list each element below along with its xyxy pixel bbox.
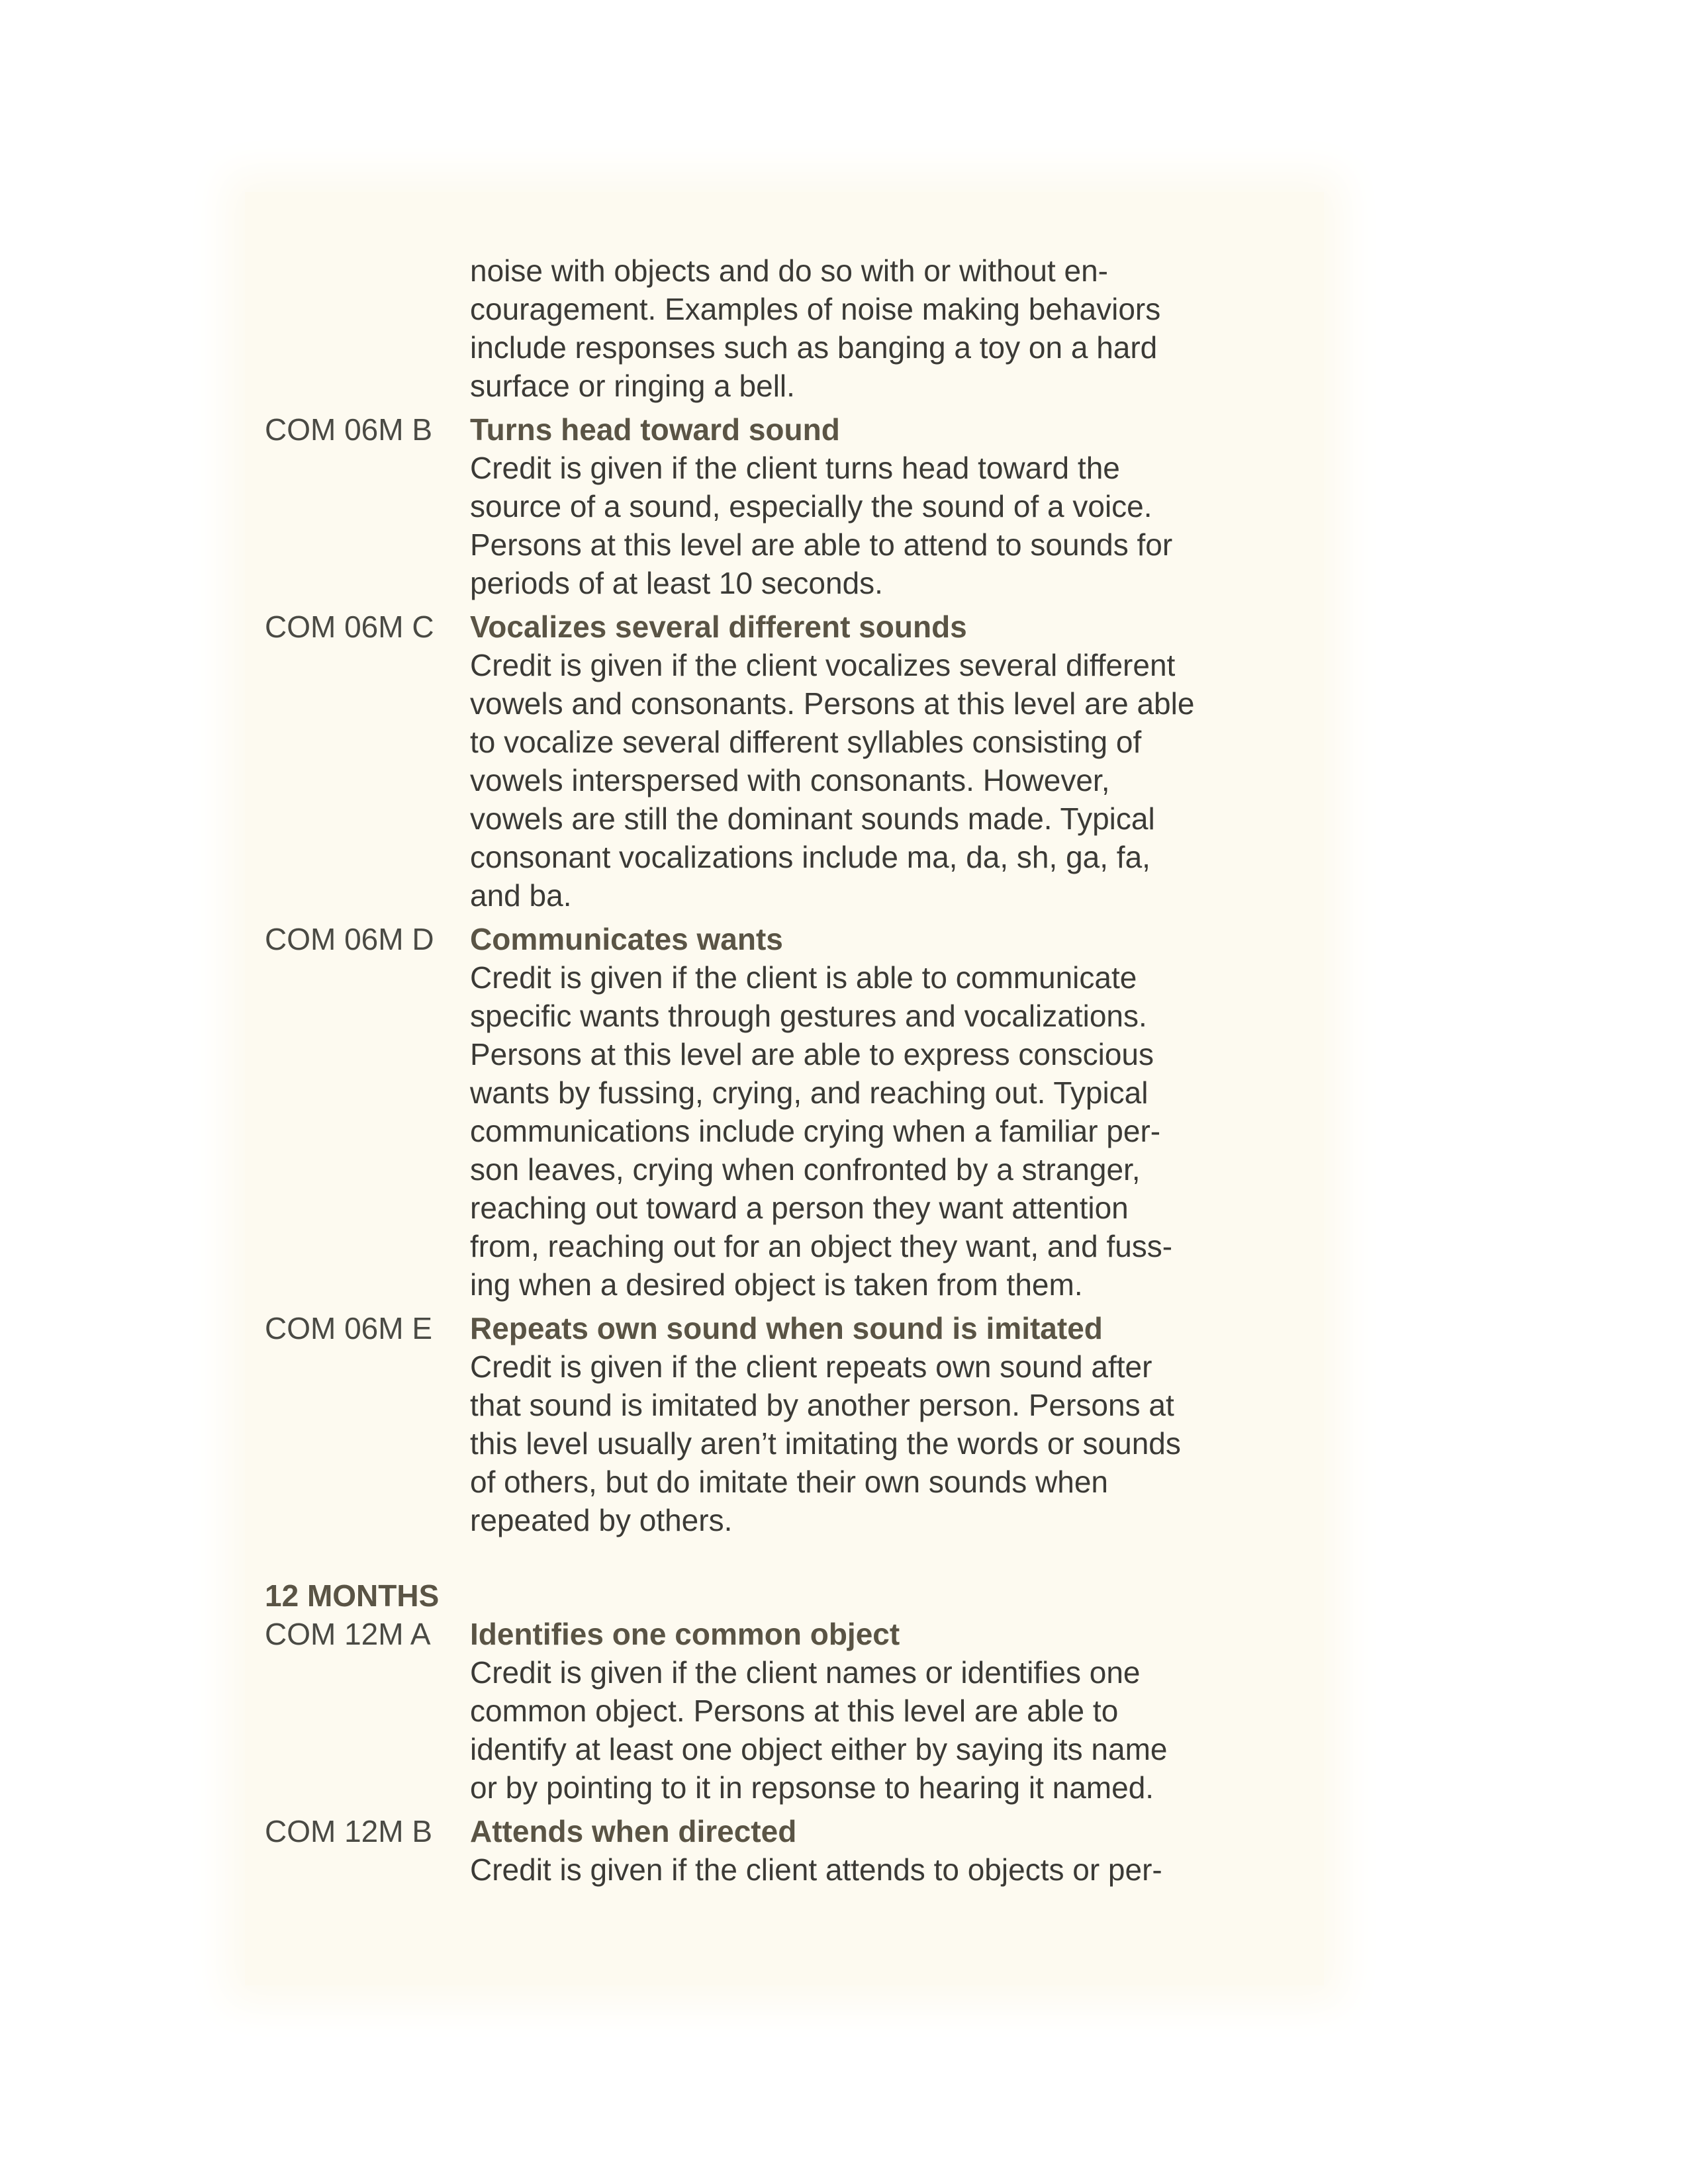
description-line: Credit is given if the client attends to objects or per- [470, 1852, 1162, 1887]
entry-description [265, 1850, 1331, 1889]
description-line: to vocalize several different syllables consisting of [470, 725, 1142, 759]
description-line: wants by fussing, crying, and reaching out. Typical [470, 1075, 1149, 1110]
entry-header [265, 1615, 1324, 1653]
entry-header [265, 608, 1324, 646]
entry-com-12m-a [265, 1615, 1324, 1807]
entry-title: Communicates wants [470, 922, 783, 956]
description-line: that sound is imitated by another person. Persons at [470, 1388, 1174, 1422]
entry-code: COM 06M C [265, 610, 434, 644]
entry-description [265, 449, 1331, 602]
description-line: Credit is given if the client turns head toward the [470, 451, 1120, 485]
description-line: from, reaching out for an object they want, and fuss- [470, 1229, 1173, 1263]
entry-code: COM 12M A [265, 1617, 431, 1651]
description-line: Credit is given if the client names or identifies one [470, 1655, 1141, 1690]
description-line: vowels are still the dominant sounds made. Typical [470, 801, 1155, 836]
description-line: Credit is given if the client is able to communicate [470, 960, 1137, 995]
description-line: Credit is given if the client repeats own sound after [470, 1349, 1152, 1384]
description-line: and ba. [470, 878, 572, 913]
entry-com-06m-b [265, 410, 1324, 602]
description-line: specific wants through gestures and vocalizations. [470, 999, 1147, 1033]
description-line: reaching out toward a person they want attention [470, 1191, 1129, 1225]
entry-com-12m-b [265, 1812, 1324, 1889]
description-line: Persons at this level are able to express conscious [470, 1037, 1154, 1071]
description-line: vowels interspersed with consonants. However, [470, 763, 1110, 797]
description-line: identify at least one object either by saying its name [470, 1732, 1168, 1766]
entry-header [265, 410, 1324, 449]
entry-description [265, 1347, 1331, 1539]
description-line: source of a sound, especially the sound of a voice. [470, 489, 1152, 523]
description-line: Persons at this level are able to attend to sounds for [470, 527, 1173, 562]
intro-line: surface or ringing a bell. [470, 369, 795, 403]
entry-title: Vocalizes several different sounds [470, 610, 967, 644]
description-line: periods of at least 10 seconds. [470, 566, 883, 600]
description-line: this level usually aren’t imitating the words or sounds [470, 1426, 1181, 1461]
entry-description [265, 646, 1331, 915]
intro-line: include responses such as banging a toy on a hard [470, 330, 1158, 365]
section-heading-12-months: 12 MONTHS [265, 1578, 440, 1613]
entry-code: COM 06M B [265, 412, 433, 447]
entry-code: COM 12M B [265, 1814, 433, 1848]
entry-header [265, 920, 1324, 958]
entry-code: COM 06M E [265, 1311, 433, 1345]
entry-com-06m-d [265, 920, 1324, 1304]
entry-description [265, 958, 1331, 1304]
description-line: of others, but do imitate their own sounds when [470, 1465, 1109, 1499]
description-line: Credit is given if the client vocalizes several different [470, 648, 1176, 682]
description-line: communications include crying when a familiar per- [470, 1114, 1161, 1148]
description-line: ing when a desired object is taken from them. [470, 1267, 1083, 1302]
entry-header [265, 1309, 1324, 1347]
entry-description [265, 1653, 1331, 1807]
description-line: vowels and consonants. Persons at this level are able [470, 686, 1195, 721]
entry-title: Turns head toward sound [470, 412, 840, 447]
entry-com-06m-c [265, 608, 1324, 915]
entry-title: Attends when directed [470, 1814, 797, 1848]
document-page [265, 251, 1324, 1889]
intro-paragraph [265, 251, 1331, 405]
intro-line: noise with objects and do so with or without en- [470, 253, 1108, 288]
entry-title: Repeats own sound when sound is imitated [470, 1311, 1103, 1345]
entry-code: COM 06M D [265, 922, 434, 956]
entry-header [265, 1812, 1324, 1850]
description-line: or by pointing to it in repsonse to hearing it named. [470, 1770, 1154, 1805]
description-line: consonant vocalizations include ma, da, sh, ga, fa, [470, 840, 1150, 874]
description-line: common object. Persons at this level are able to [470, 1694, 1119, 1728]
entry-title: Identifies one common object [470, 1617, 900, 1651]
description-line: son leaves, crying when confronted by a stranger, [470, 1152, 1141, 1187]
intro-line: couragement. Examples of noise making behaviors [470, 292, 1161, 326]
entry-com-06m-e [265, 1309, 1324, 1539]
description-line: repeated by others. [470, 1503, 733, 1537]
